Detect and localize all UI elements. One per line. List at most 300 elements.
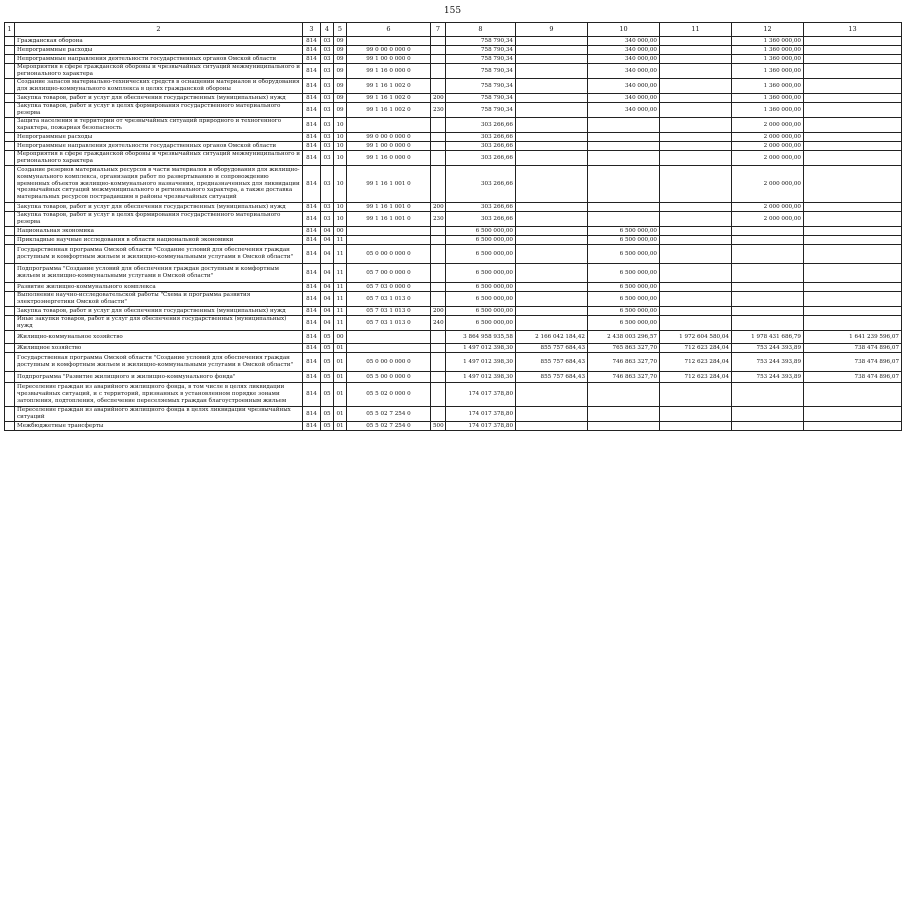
table-cell (660, 316, 732, 331)
table-row (5, 344, 902, 353)
table-cell (732, 307, 804, 316)
table-cell: 855 757 684,43 (516, 372, 588, 383)
table-cell: 814 (303, 94, 321, 103)
budget-table (4, 22, 902, 431)
table-cell (732, 316, 804, 331)
table-cell: 2 000 000,00 (732, 203, 804, 212)
table-cell: 11 (334, 316, 347, 331)
table-cell: Иные закупки товаров, работ и услуг для обеспечения государственных (муниципальных) нужд (15, 316, 303, 331)
table-cell (5, 94, 15, 103)
table-cell (660, 94, 732, 103)
table-row (5, 245, 902, 264)
table-cell (431, 151, 446, 166)
table-cell: Подпрограмма "Создание условий для обеспечения граждан доступным и комфортным жильем и жилищно-коммунальными услугами в Омской области" (15, 264, 303, 283)
table-row (5, 316, 902, 331)
table-cell (516, 142, 588, 151)
table-cell: 03 (321, 142, 334, 151)
table-cell: 758 790,34 (446, 64, 516, 79)
table-cell: 01 (334, 422, 347, 431)
table-cell: 712 623 284,04 (660, 372, 732, 383)
column-header: 1 (5, 23, 15, 37)
table-row (5, 227, 902, 236)
table-cell: 99 1 16 0 000 0 (347, 151, 431, 166)
table-cell (516, 166, 588, 203)
table-cell: Закупка товаров, работ и услуг в целях формирования государственного материального резерва (15, 103, 303, 118)
table-cell: 814 (303, 236, 321, 245)
table-cell (5, 212, 15, 227)
table-cell (804, 264, 902, 283)
table-cell (516, 212, 588, 227)
table-cell: 2 000 000,00 (732, 118, 804, 133)
table-cell: 758 790,34 (446, 103, 516, 118)
table-cell: 1 360 000,00 (732, 46, 804, 55)
table-cell (431, 227, 446, 236)
table-row (5, 383, 902, 407)
table-cell (516, 283, 588, 292)
table-cell: 11 (334, 307, 347, 316)
table-cell: 340 000,00 (588, 103, 660, 118)
table-cell (660, 245, 732, 264)
table-cell: Национальная экономика (15, 227, 303, 236)
table-cell (804, 64, 902, 79)
table-cell (516, 103, 588, 118)
table-cell: 11 (334, 245, 347, 264)
table-row (5, 166, 902, 203)
table-cell (431, 372, 446, 383)
table-cell (660, 203, 732, 212)
table-cell (347, 236, 431, 245)
table-cell: 99 1 16 1 001 0 (347, 203, 431, 212)
table-cell: 6 500 000,00 (446, 245, 516, 264)
table-cell (804, 166, 902, 203)
table-cell: 2 000 000,00 (732, 133, 804, 142)
table-cell (588, 133, 660, 142)
column-header: 7 (431, 23, 446, 37)
table-cell (660, 292, 732, 307)
table-cell: 814 (303, 118, 321, 133)
table-cell (660, 422, 732, 431)
table-cell (347, 118, 431, 133)
table-cell: 1 360 000,00 (732, 55, 804, 64)
table-cell: 1 360 000,00 (732, 103, 804, 118)
table-cell: Переселение граждан из аварийного жилищного фонда в целях ликвидации чрезвычайных ситуаций (15, 407, 303, 422)
table-cell (516, 133, 588, 142)
table-cell: 05 7 03 1 013 0 (347, 316, 431, 331)
table-cell: 814 (303, 245, 321, 264)
table-cell: 05 7 03 1 013 0 (347, 307, 431, 316)
table-cell (5, 151, 15, 166)
table-cell: 1 360 000,00 (732, 64, 804, 79)
table-cell: 05 (321, 383, 334, 407)
table-cell: 855 757 684,43 (516, 353, 588, 372)
table-cell: 814 (303, 133, 321, 142)
table-cell: 03 (321, 118, 334, 133)
column-header: 12 (732, 23, 804, 37)
table-cell: 814 (303, 203, 321, 212)
table-cell: 758 790,34 (446, 94, 516, 103)
table-cell (516, 118, 588, 133)
table-cell (804, 37, 902, 46)
table-cell: 99 1 16 0 000 0 (347, 64, 431, 79)
table-cell (732, 422, 804, 431)
table-cell: 2 166 042 184,42 (516, 331, 588, 344)
table-cell (732, 264, 804, 283)
table-cell (347, 37, 431, 46)
table-cell (660, 383, 732, 407)
table-cell (5, 407, 15, 422)
table-cell: Выполнение научно-исследовательской работы "Схема и программа развития электроэнергетики Омской области" (15, 292, 303, 307)
table-cell (516, 407, 588, 422)
table-cell: 174 017 378,80 (446, 422, 516, 431)
column-header: 3 (303, 23, 321, 37)
table-cell (660, 283, 732, 292)
table-cell: 340 000,00 (588, 64, 660, 79)
column-header: 10 (588, 23, 660, 37)
table-cell: 03 (321, 133, 334, 142)
table-cell: 99 0 00 0 000 0 (347, 133, 431, 142)
table-cell: Закупка товаров, работ и услуг в целях формирования государственного материального резерва (15, 212, 303, 227)
table-cell: 11 (334, 264, 347, 283)
table-row (5, 203, 902, 212)
table-cell: Развитие жилищно-коммунального комплекса (15, 283, 303, 292)
table-cell: 1 497 012 398,30 (446, 344, 516, 353)
table-cell: 814 (303, 264, 321, 283)
table-cell (5, 79, 15, 94)
table-cell (431, 133, 446, 142)
table-cell (516, 245, 588, 264)
table-cell (431, 166, 446, 203)
table-cell (5, 37, 15, 46)
table-cell: 03 (321, 151, 334, 166)
table-cell (5, 236, 15, 245)
table-cell: 1 497 012 398,30 (446, 353, 516, 372)
table-cell: 04 (321, 245, 334, 264)
table-cell: 99 1 16 1 002 0 (347, 79, 431, 94)
table-cell: 6 500 000,00 (446, 227, 516, 236)
table-cell (804, 142, 902, 151)
table-cell: 303 266,66 (446, 166, 516, 203)
table-row (5, 236, 902, 245)
table-row (5, 407, 902, 422)
table-cell: 765 863 327,70 (588, 344, 660, 353)
table-row (5, 118, 902, 133)
table-cell: 753 244 393,89 (732, 372, 804, 383)
table-cell (516, 151, 588, 166)
table-cell: 03 (321, 212, 334, 227)
table-cell: 738 474 896,07 (804, 344, 902, 353)
table-cell (5, 64, 15, 79)
table-cell (660, 166, 732, 203)
table-cell: 814 (303, 79, 321, 94)
table-cell (5, 307, 15, 316)
table-cell (516, 292, 588, 307)
table-cell: 758 790,34 (446, 46, 516, 55)
table-cell: Непрограммные расходы (15, 133, 303, 142)
table-cell: 99 0 00 0 000 0 (347, 46, 431, 55)
column-header: 4 (321, 23, 334, 37)
table-cell: 758 790,34 (446, 79, 516, 94)
table-cell (5, 142, 15, 151)
table-cell: 99 1 16 1 002 0 (347, 103, 431, 118)
column-header: 13 (804, 23, 902, 37)
table-cell: 303 266,66 (446, 212, 516, 227)
table-cell: 10 (334, 203, 347, 212)
table-cell (732, 227, 804, 236)
table-row (5, 353, 902, 372)
table-cell: Мероприятия в сфере гражданской обороны и чрезвычайных ситуаций межмуниципального и регионального характера (15, 151, 303, 166)
table-cell (588, 118, 660, 133)
table-cell (804, 203, 902, 212)
table-cell (5, 245, 15, 264)
table-cell: 03 (321, 37, 334, 46)
table-cell: 03 (321, 46, 334, 55)
table-cell (5, 283, 15, 292)
table-cell: 10 (334, 118, 347, 133)
table-cell: 230 (431, 103, 446, 118)
table-cell: 738 474 896,07 (804, 372, 902, 383)
table-cell: 99 1 00 0 000 0 (347, 142, 431, 151)
table-cell (431, 264, 446, 283)
table-cell: 814 (303, 283, 321, 292)
table-cell (431, 407, 446, 422)
table-cell: Государственная программа Омской области "Создание условий для обеспечения граждан доступным и комфортным жильем и жилищно-коммунальными услугами в Омской области" (15, 245, 303, 264)
table-cell: 10 (334, 212, 347, 227)
table-cell: 05 0 00 0 000 0 (347, 245, 431, 264)
table-cell: Гражданская оборона (15, 37, 303, 46)
table-cell: 814 (303, 316, 321, 331)
table-cell (732, 383, 804, 407)
table-row (5, 307, 902, 316)
table-cell (732, 236, 804, 245)
table-cell (732, 283, 804, 292)
page-number: 155 (443, 6, 462, 16)
table-cell (732, 292, 804, 307)
table-cell (660, 307, 732, 316)
table-cell: 05 (321, 372, 334, 383)
table-cell (660, 64, 732, 79)
table-cell: 2 000 000,00 (732, 151, 804, 166)
table-row (5, 55, 902, 64)
table-cell: 09 (334, 94, 347, 103)
table-cell (660, 227, 732, 236)
table-cell: 11 (334, 292, 347, 307)
table-cell: 01 (334, 372, 347, 383)
table-cell: 05 (321, 344, 334, 353)
table-cell (804, 227, 902, 236)
table-cell (660, 103, 732, 118)
table-cell (732, 245, 804, 264)
table-cell: 05 5 02 7 254 0 (347, 407, 431, 422)
table-cell (804, 151, 902, 166)
table-cell: Прикладные научные исследования в области национальной экономики (15, 236, 303, 245)
table-cell: 758 790,34 (446, 37, 516, 46)
table-cell: 6 500 000,00 (588, 236, 660, 245)
table-cell: 09 (334, 79, 347, 94)
table-cell: 303 266,66 (446, 133, 516, 142)
table-cell: 2 000 000,00 (732, 166, 804, 203)
table-cell (804, 236, 902, 245)
table-cell (660, 264, 732, 283)
table-cell: Закупка товаров, работ и услуг для обеспечения государственных (муниципальных) нужд (15, 203, 303, 212)
table-cell: 814 (303, 372, 321, 383)
table-row (5, 133, 902, 142)
table-cell: 200 (431, 203, 446, 212)
table-cell: 6 500 000,00 (588, 316, 660, 331)
table-cell: 11 (334, 283, 347, 292)
table-cell: 99 1 16 1 002 0 (347, 94, 431, 103)
table-cell: 05 (321, 331, 334, 344)
table-cell: 05 0 00 0 000 0 (347, 353, 431, 372)
table-cell (5, 372, 15, 383)
table-cell (431, 118, 446, 133)
table-cell: 814 (303, 344, 321, 353)
table-cell: 09 (334, 46, 347, 55)
table-cell: 00 (334, 227, 347, 236)
column-header: 2 (15, 23, 303, 37)
table-cell: 500 (431, 422, 446, 431)
table-cell: 11 (334, 236, 347, 245)
column-header: 9 (516, 23, 588, 37)
table-cell (5, 133, 15, 142)
table-cell: 10 (334, 142, 347, 151)
table-cell: 814 (303, 353, 321, 372)
table-cell: 230 (431, 212, 446, 227)
table-cell (660, 236, 732, 245)
table-cell: 3 864 958 935,58 (446, 331, 516, 344)
table-cell: 04 (321, 264, 334, 283)
table-cell: 1 497 012 398,30 (446, 372, 516, 383)
table-cell (5, 383, 15, 407)
table-cell: 99 1 16 1 001 0 (347, 166, 431, 203)
table-cell: Непрограммные расходы (15, 46, 303, 55)
table-row (5, 94, 902, 103)
table-cell (5, 292, 15, 307)
table-cell: Подпрограмма "Развитие жилищного и жилищно-коммунального фонда" (15, 372, 303, 383)
table-cell (431, 283, 446, 292)
table-cell: 753 244 393,89 (732, 353, 804, 372)
table-cell: 04 (321, 236, 334, 245)
table-cell (516, 264, 588, 283)
table-cell (516, 422, 588, 431)
table-cell: 855 757 684,43 (516, 344, 588, 353)
table-cell: 09 (334, 37, 347, 46)
table-cell: 753 244 393,89 (732, 344, 804, 353)
table-cell: 01 (334, 344, 347, 353)
table-cell: 814 (303, 307, 321, 316)
table-row (5, 212, 902, 227)
table-cell: Жилищное хозяйство (15, 344, 303, 353)
table-cell: 05 5 00 0 000 0 (347, 372, 431, 383)
table-cell: 6 500 000,00 (446, 307, 516, 316)
table-cell: 01 (334, 353, 347, 372)
table-cell (660, 46, 732, 55)
table-row (5, 283, 902, 292)
table-cell: 814 (303, 331, 321, 344)
table-cell (516, 203, 588, 212)
table-cell: 6 500 000,00 (588, 307, 660, 316)
table-cell: 1 972 604 580,04 (660, 331, 732, 344)
table-cell (588, 407, 660, 422)
table-cell (804, 103, 902, 118)
table-cell: 814 (303, 292, 321, 307)
table-cell (516, 383, 588, 407)
table-cell (5, 203, 15, 212)
table-cell: 814 (303, 422, 321, 431)
table-cell (804, 245, 902, 264)
column-header: 8 (446, 23, 516, 37)
table-cell: 6 500 000,00 (446, 236, 516, 245)
table-cell: 03 (321, 79, 334, 94)
table-cell (804, 55, 902, 64)
table-cell: 05 5 02 7 254 0 (347, 422, 431, 431)
table-cell (347, 344, 431, 353)
table-cell: 04 (321, 307, 334, 316)
table-cell (431, 64, 446, 79)
table-cell: Непрограммные направления деятельности государственных органов Омской области (15, 55, 303, 64)
table-cell (660, 118, 732, 133)
table-cell (5, 118, 15, 133)
table-cell: 814 (303, 151, 321, 166)
table-cell (660, 142, 732, 151)
table-cell (5, 103, 15, 118)
table-cell (660, 151, 732, 166)
table-cell: 03 (321, 64, 334, 79)
table-cell: 04 (321, 227, 334, 236)
table-cell: Государственная программа Омской области "Создание условий для обеспечения граждан доступным и комфортным жильем и жилищно-коммунальными услугами в Омской области" (15, 353, 303, 372)
table-cell (516, 316, 588, 331)
table-cell (660, 55, 732, 64)
table-cell: 6 500 000,00 (446, 292, 516, 307)
table-cell: Создание запасов материально-технических средств в оснащении материалов и оборудования для жилищно-коммунального комплекса в целях гражданской обороны (15, 79, 303, 94)
table-cell (588, 151, 660, 166)
table-cell: 340 000,00 (588, 94, 660, 103)
table-row (5, 142, 902, 151)
table-cell: 03 (321, 103, 334, 118)
table-cell (804, 307, 902, 316)
table-cell (431, 383, 446, 407)
table-cell: 340 000,00 (588, 37, 660, 46)
table-cell (516, 37, 588, 46)
table-cell: 814 (303, 37, 321, 46)
table-cell (431, 236, 446, 245)
table-cell (5, 353, 15, 372)
table-cell (5, 46, 15, 55)
table-cell (588, 142, 660, 151)
table-cell (431, 37, 446, 46)
table-cell (804, 212, 902, 227)
table-cell: 2 000 000,00 (732, 212, 804, 227)
table-cell: 03 (321, 94, 334, 103)
table-cell (516, 236, 588, 245)
table-cell (660, 79, 732, 94)
table-cell (516, 64, 588, 79)
table-cell: 09 (334, 55, 347, 64)
table-cell: 746 863 327,70 (588, 353, 660, 372)
table-row (5, 331, 902, 344)
table-row (5, 422, 902, 431)
table-cell: 814 (303, 142, 321, 151)
table-cell: 746 863 327,70 (588, 372, 660, 383)
table-cell (431, 344, 446, 353)
table-cell (516, 79, 588, 94)
table-cell: 04 (321, 316, 334, 331)
table-cell: 340 000,00 (588, 55, 660, 64)
table-cell: 200 (431, 94, 446, 103)
table-cell (588, 212, 660, 227)
table-cell (5, 55, 15, 64)
table-cell: 814 (303, 46, 321, 55)
table-cell (5, 331, 15, 344)
